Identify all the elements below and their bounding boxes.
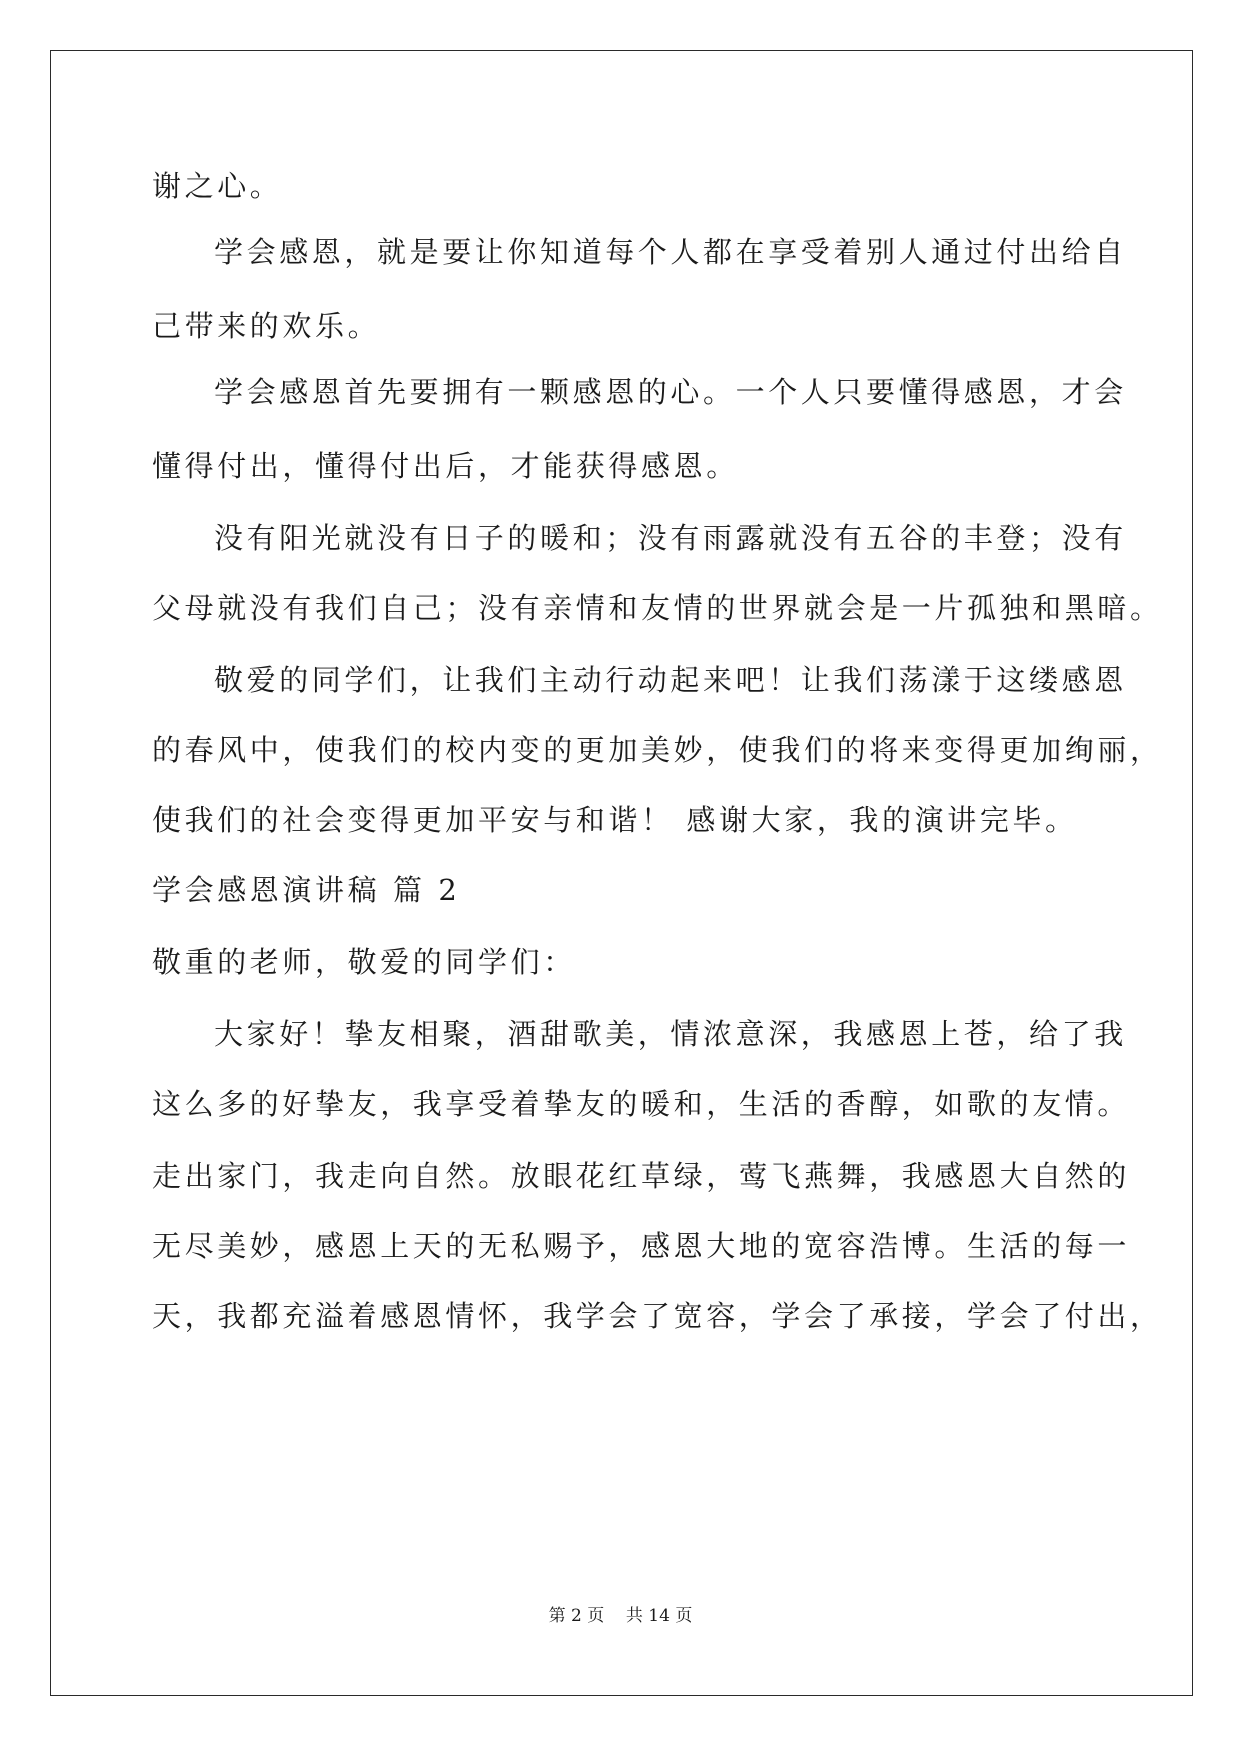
paragraph-line-2: 学会感恩，就是要让你知道每个人都在享受着别人通过付出给自 [214, 235, 1127, 269]
text-line-14: 这么多的好挚友，我享受着挚友的暖和，生活的香醇，如歌的友情。 [152, 1087, 1131, 1121]
paragraph-line-8: 敬爱的同学们，让我们主动行动起来吧！让我们荡漾于这缕感恩 [214, 663, 1127, 697]
paragraph-line-4: 学会感恩首先要拥有一颗感恩的心。一个人只要懂得感恩，才会 [214, 375, 1127, 409]
section-heading: 学会感恩演讲稿 篇 2 [152, 873, 461, 907]
text-line-10: 使我们的社会变得更加平安与和谐！ 感谢大家，我的演讲完毕。 [152, 803, 1078, 837]
text-line-15: 走出家门，我走向自然。放眼花红草绿，莺飞燕舞，我感恩大自然的 [152, 1159, 1131, 1193]
text-line-3: 己带来的欢乐。 [152, 309, 381, 343]
page-number: 第 2 页 共 14 页 [548, 1606, 693, 1626]
text-line-1: 谢之心。 [152, 169, 283, 203]
text-line-5: 懂得付出，懂得付出后，才能获得感恩。 [152, 449, 739, 483]
paragraph-line-13: 大家好！挚友相聚，酒甜歌美，情浓意深，我感恩上苍，给了我 [214, 1017, 1127, 1051]
paragraph-line-6: 没有阳光就没有日子的暖和；没有雨露就没有五谷的丰登；没有 [214, 521, 1127, 555]
salutation: 敬重的老师，敬爱的同学们： [152, 945, 576, 979]
text-line-9: 的春风中，使我们的校内变的更加美妙，使我们的将来变得更加绚丽， [152, 733, 1163, 767]
text-line-16: 无尽美妙，感恩上天的无私赐予，感恩大地的宽容浩博。生活的每一 [152, 1229, 1131, 1263]
text-line-7: 父母就没有我们自己；没有亲情和友情的世界就会是一片孤独和黑暗。 [152, 591, 1163, 625]
text-line-17: 天，我都充溢着感恩情怀，我学会了宽容，学会了承接，学会了付出， [152, 1299, 1163, 1333]
